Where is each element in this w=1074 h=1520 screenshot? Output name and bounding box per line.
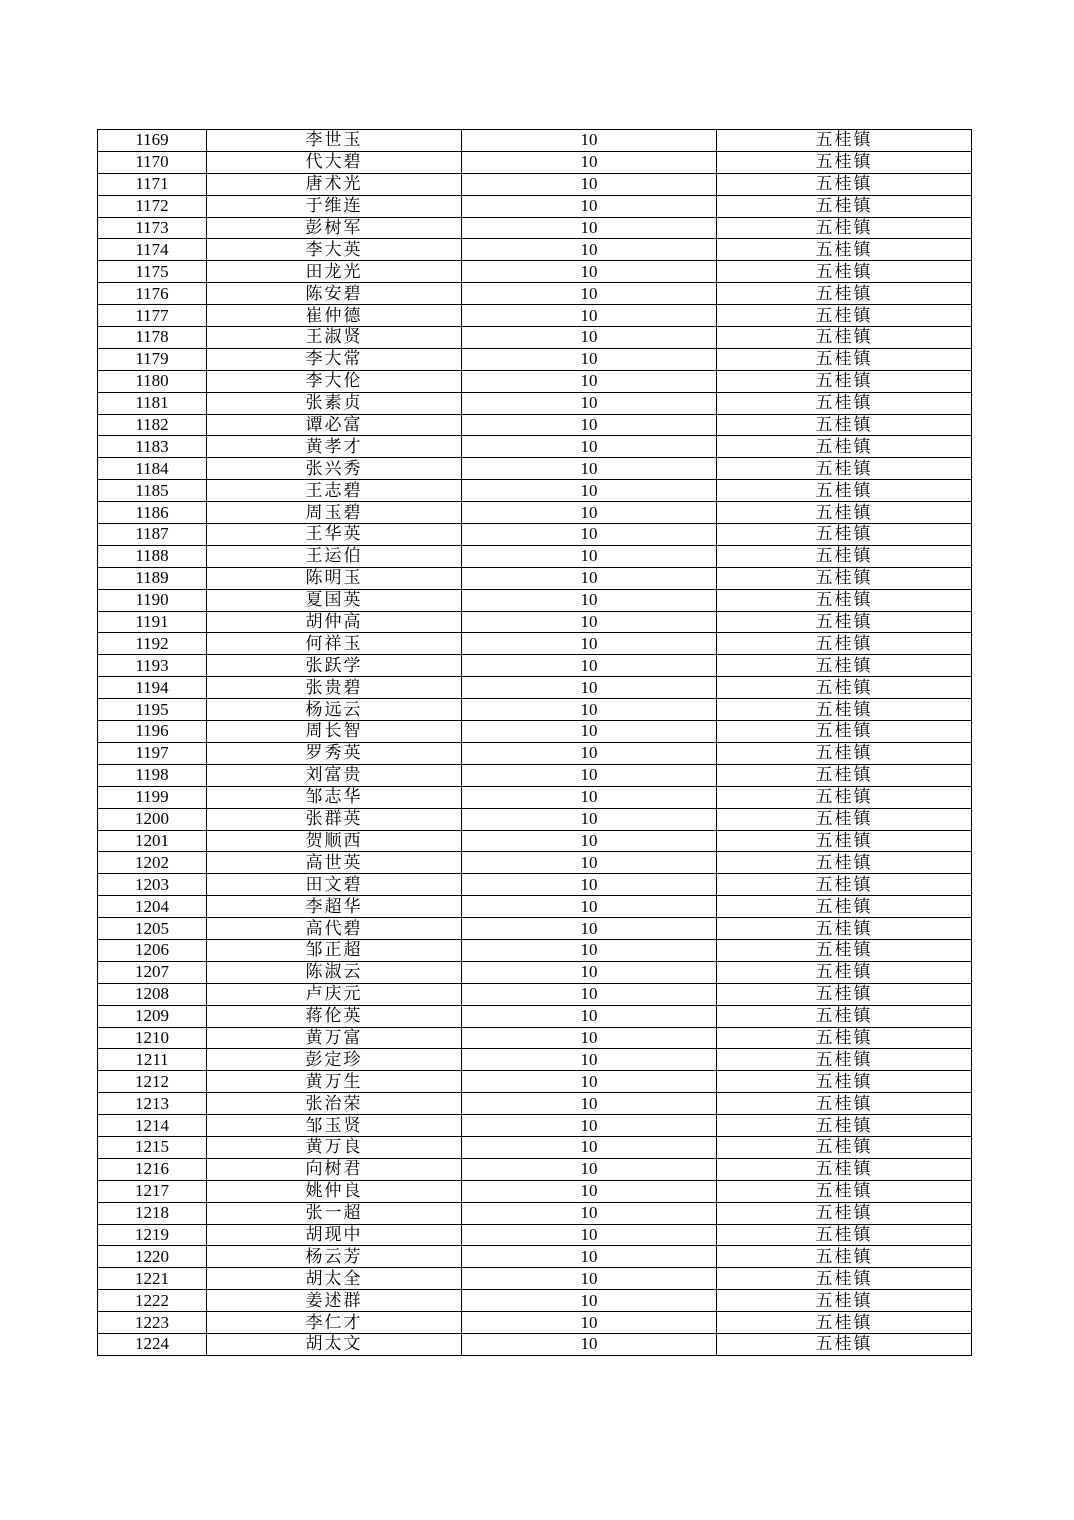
row-number-cell: 1188 [98, 545, 207, 567]
row-number-cell: 1216 [98, 1158, 207, 1180]
amount-cell: 10 [462, 1333, 717, 1355]
amount-cell: 10 [462, 1290, 717, 1312]
amount-cell: 10 [462, 1093, 717, 1115]
town-cell: 五桂镇 [717, 699, 972, 721]
row-number-cell: 1209 [98, 1005, 207, 1027]
town-cell: 五桂镇 [717, 524, 972, 546]
row-number-cell: 1194 [98, 677, 207, 699]
row-number-cell: 1183 [98, 436, 207, 458]
row-number-cell: 1186 [98, 502, 207, 524]
amount-cell: 10 [462, 1158, 717, 1180]
table-row [98, 436, 972, 458]
amount-cell: 10 [462, 1202, 717, 1224]
row-number-cell: 1193 [98, 655, 207, 677]
name-cell: 黄孝才 [207, 436, 462, 458]
town-cell: 五桂镇 [717, 830, 972, 852]
table-row [98, 239, 972, 261]
name-cell: 张跃学 [207, 655, 462, 677]
row-number-cell: 1172 [98, 195, 207, 217]
town-cell: 五桂镇 [717, 808, 972, 830]
town-cell: 五桂镇 [717, 261, 972, 283]
amount-cell: 10 [462, 1180, 717, 1202]
amount-cell: 10 [462, 896, 717, 918]
table-row [98, 1071, 972, 1093]
town-cell: 五桂镇 [717, 567, 972, 589]
amount-cell: 10 [462, 742, 717, 764]
amount-cell: 10 [462, 1312, 717, 1334]
amount-cell: 10 [462, 151, 717, 173]
name-cell: 崔仲德 [207, 305, 462, 327]
table-row [98, 786, 972, 808]
table-row [98, 130, 972, 152]
name-cell: 张素贞 [207, 392, 462, 414]
amount-cell: 10 [462, 1268, 717, 1290]
row-number-cell: 1215 [98, 1136, 207, 1158]
row-number-cell: 1201 [98, 830, 207, 852]
name-cell: 李大伦 [207, 370, 462, 392]
town-cell: 五桂镇 [717, 786, 972, 808]
table-row [98, 217, 972, 239]
town-cell: 五桂镇 [717, 896, 972, 918]
name-cell: 唐术光 [207, 173, 462, 195]
amount-cell: 10 [462, 1136, 717, 1158]
town-cell: 五桂镇 [717, 130, 972, 152]
table-row [98, 983, 972, 1005]
row-number-cell: 1213 [98, 1093, 207, 1115]
name-cell: 黄万良 [207, 1136, 462, 1158]
row-number-cell: 1169 [98, 130, 207, 152]
table-row [98, 1115, 972, 1137]
table-row [98, 414, 972, 436]
row-number-cell: 1198 [98, 764, 207, 786]
row-number-cell: 1192 [98, 633, 207, 655]
town-cell: 五桂镇 [717, 436, 972, 458]
name-cell: 于维连 [207, 195, 462, 217]
town-cell: 五桂镇 [717, 414, 972, 436]
amount-cell: 10 [462, 305, 717, 327]
town-cell: 五桂镇 [717, 1268, 972, 1290]
table-row [98, 327, 972, 349]
table-row [98, 874, 972, 896]
town-cell: 五桂镇 [717, 589, 972, 611]
amount-cell: 10 [462, 436, 717, 458]
amount-cell: 10 [462, 567, 717, 589]
amount-cell: 10 [462, 677, 717, 699]
town-cell: 五桂镇 [717, 502, 972, 524]
amount-cell: 10 [462, 524, 717, 546]
row-number-cell: 1196 [98, 721, 207, 743]
table-row [98, 173, 972, 195]
town-cell: 五桂镇 [717, 983, 972, 1005]
name-cell: 张群英 [207, 808, 462, 830]
amount-cell: 10 [462, 370, 717, 392]
table-row [98, 458, 972, 480]
town-cell: 五桂镇 [717, 1093, 972, 1115]
row-number-cell: 1207 [98, 961, 207, 983]
name-cell: 姚仲良 [207, 1180, 462, 1202]
name-cell: 李仁才 [207, 1312, 462, 1334]
name-cell: 邹志华 [207, 786, 462, 808]
town-cell: 五桂镇 [717, 1115, 972, 1137]
table-row [98, 348, 972, 370]
town-cell: 五桂镇 [717, 1202, 972, 1224]
town-cell: 五桂镇 [717, 611, 972, 633]
name-cell: 彭定珍 [207, 1049, 462, 1071]
table-row [98, 480, 972, 502]
row-number-cell: 1191 [98, 611, 207, 633]
town-cell: 五桂镇 [717, 918, 972, 940]
name-cell: 罗秀英 [207, 742, 462, 764]
amount-cell: 10 [462, 392, 717, 414]
table-row [98, 764, 972, 786]
amount-cell: 10 [462, 480, 717, 502]
name-cell: 胡现中 [207, 1224, 462, 1246]
table-row [98, 1202, 972, 1224]
table-row [98, 1180, 972, 1202]
table-row [98, 545, 972, 567]
table-row [98, 502, 972, 524]
town-cell: 五桂镇 [717, 545, 972, 567]
row-number-cell: 1205 [98, 918, 207, 940]
town-cell: 五桂镇 [717, 677, 972, 699]
name-cell: 张治荣 [207, 1093, 462, 1115]
table-row [98, 1136, 972, 1158]
name-cell: 李大英 [207, 239, 462, 261]
town-cell: 五桂镇 [717, 1180, 972, 1202]
row-number-cell: 1177 [98, 305, 207, 327]
row-number-cell: 1178 [98, 327, 207, 349]
town-cell: 五桂镇 [717, 239, 972, 261]
table-row [98, 392, 972, 414]
name-cell: 陈淑云 [207, 961, 462, 983]
name-cell: 李超华 [207, 896, 462, 918]
amount-cell: 10 [462, 1049, 717, 1071]
table-row [98, 195, 972, 217]
table-row [98, 283, 972, 305]
roster-table [97, 129, 972, 1356]
table-row [98, 721, 972, 743]
amount-cell: 10 [462, 348, 717, 370]
town-cell: 五桂镇 [717, 961, 972, 983]
name-cell: 杨远云 [207, 699, 462, 721]
row-number-cell: 1223 [98, 1312, 207, 1334]
town-cell: 五桂镇 [717, 392, 972, 414]
amount-cell: 10 [462, 1224, 717, 1246]
name-cell: 姜述群 [207, 1290, 462, 1312]
table-row [98, 918, 972, 940]
row-number-cell: 1224 [98, 1333, 207, 1355]
amount-cell: 10 [462, 808, 717, 830]
row-number-cell: 1174 [98, 239, 207, 261]
table-row [98, 961, 972, 983]
amount-cell: 10 [462, 830, 717, 852]
table-row [98, 151, 972, 173]
town-cell: 五桂镇 [717, 370, 972, 392]
row-number-cell: 1212 [98, 1071, 207, 1093]
name-cell: 周长智 [207, 721, 462, 743]
table-row [98, 852, 972, 874]
town-cell: 五桂镇 [717, 1290, 972, 1312]
row-number-cell: 1187 [98, 524, 207, 546]
row-number-cell: 1222 [98, 1290, 207, 1312]
name-cell: 李大常 [207, 348, 462, 370]
amount-cell: 10 [462, 874, 717, 896]
table-row [98, 611, 972, 633]
row-number-cell: 1190 [98, 589, 207, 611]
name-cell: 谭必富 [207, 414, 462, 436]
town-cell: 五桂镇 [717, 1071, 972, 1093]
name-cell: 代大碧 [207, 151, 462, 173]
amount-cell: 10 [462, 458, 717, 480]
amount-cell: 10 [462, 195, 717, 217]
amount-cell: 10 [462, 589, 717, 611]
name-cell: 高代碧 [207, 918, 462, 940]
row-number-cell: 1181 [98, 392, 207, 414]
table-row [98, 1312, 972, 1334]
town-cell: 五桂镇 [717, 1312, 972, 1334]
amount-cell: 10 [462, 217, 717, 239]
name-cell: 胡仲高 [207, 611, 462, 633]
amount-cell: 10 [462, 786, 717, 808]
row-number-cell: 1221 [98, 1268, 207, 1290]
row-number-cell: 1179 [98, 348, 207, 370]
name-cell: 向树君 [207, 1158, 462, 1180]
amount-cell: 10 [462, 852, 717, 874]
table-row [98, 1268, 972, 1290]
table-row [98, 589, 972, 611]
amount-cell: 10 [462, 983, 717, 1005]
roster-table-body [98, 130, 972, 1356]
name-cell: 周玉碧 [207, 502, 462, 524]
table-row [98, 677, 972, 699]
name-cell: 刘富贵 [207, 764, 462, 786]
name-cell: 蒋伦英 [207, 1005, 462, 1027]
town-cell: 五桂镇 [717, 633, 972, 655]
row-number-cell: 1210 [98, 1027, 207, 1049]
town-cell: 五桂镇 [717, 1049, 972, 1071]
table-row [98, 261, 972, 283]
table-row [98, 655, 972, 677]
town-cell: 五桂镇 [717, 305, 972, 327]
table-row [98, 808, 972, 830]
amount-cell: 10 [462, 173, 717, 195]
amount-cell: 10 [462, 327, 717, 349]
name-cell: 陈安碧 [207, 283, 462, 305]
town-cell: 五桂镇 [717, 1246, 972, 1268]
town-cell: 五桂镇 [717, 348, 972, 370]
town-cell: 五桂镇 [717, 195, 972, 217]
amount-cell: 10 [462, 1005, 717, 1027]
name-cell: 黄万富 [207, 1027, 462, 1049]
name-cell: 王运伯 [207, 545, 462, 567]
row-number-cell: 1218 [98, 1202, 207, 1224]
amount-cell: 10 [462, 764, 717, 786]
table-row [98, 1246, 972, 1268]
amount-cell: 10 [462, 655, 717, 677]
row-number-cell: 1199 [98, 786, 207, 808]
row-number-cell: 1214 [98, 1115, 207, 1137]
table-row [98, 1224, 972, 1246]
name-cell: 胡太文 [207, 1333, 462, 1355]
amount-cell: 10 [462, 414, 717, 436]
name-cell: 何祥玉 [207, 633, 462, 655]
row-number-cell: 1206 [98, 939, 207, 961]
row-number-cell: 1171 [98, 173, 207, 195]
table-row [98, 1158, 972, 1180]
town-cell: 五桂镇 [717, 217, 972, 239]
amount-cell: 10 [462, 283, 717, 305]
row-number-cell: 1175 [98, 261, 207, 283]
table-row [98, 1093, 972, 1115]
town-cell: 五桂镇 [717, 1136, 972, 1158]
name-cell: 夏国英 [207, 589, 462, 611]
table-row [98, 370, 972, 392]
row-number-cell: 1170 [98, 151, 207, 173]
row-number-cell: 1202 [98, 852, 207, 874]
town-cell: 五桂镇 [717, 151, 972, 173]
amount-cell: 10 [462, 611, 717, 633]
amount-cell: 10 [462, 239, 717, 261]
amount-cell: 10 [462, 1071, 717, 1093]
amount-cell: 10 [462, 961, 717, 983]
town-cell: 五桂镇 [717, 721, 972, 743]
name-cell: 张一超 [207, 1202, 462, 1224]
amount-cell: 10 [462, 261, 717, 283]
name-cell: 田文碧 [207, 874, 462, 896]
town-cell: 五桂镇 [717, 327, 972, 349]
amount-cell: 10 [462, 130, 717, 152]
name-cell: 王淑贤 [207, 327, 462, 349]
row-number-cell: 1217 [98, 1180, 207, 1202]
table-row [98, 1027, 972, 1049]
amount-cell: 10 [462, 939, 717, 961]
row-number-cell: 1176 [98, 283, 207, 305]
name-cell: 王志碧 [207, 480, 462, 502]
name-cell: 黄万生 [207, 1071, 462, 1093]
name-cell: 贺顺西 [207, 830, 462, 852]
town-cell: 五桂镇 [717, 1333, 972, 1355]
town-cell: 五桂镇 [717, 283, 972, 305]
name-cell: 陈明玉 [207, 567, 462, 589]
name-cell: 王华英 [207, 524, 462, 546]
town-cell: 五桂镇 [717, 1224, 972, 1246]
table-row [98, 1290, 972, 1312]
amount-cell: 10 [462, 1027, 717, 1049]
name-cell: 张贵碧 [207, 677, 462, 699]
town-cell: 五桂镇 [717, 742, 972, 764]
table-row [98, 742, 972, 764]
row-number-cell: 1219 [98, 1224, 207, 1246]
row-number-cell: 1189 [98, 567, 207, 589]
table-row [98, 939, 972, 961]
row-number-cell: 1204 [98, 896, 207, 918]
town-cell: 五桂镇 [717, 480, 972, 502]
amount-cell: 10 [462, 918, 717, 940]
name-cell: 邹正超 [207, 939, 462, 961]
table-row [98, 1049, 972, 1071]
amount-cell: 10 [462, 721, 717, 743]
row-number-cell: 1182 [98, 414, 207, 436]
row-number-cell: 1203 [98, 874, 207, 896]
table-row [98, 305, 972, 327]
name-cell: 胡太全 [207, 1268, 462, 1290]
town-cell: 五桂镇 [717, 173, 972, 195]
town-cell: 五桂镇 [717, 1027, 972, 1049]
table-row [98, 830, 972, 852]
town-cell: 五桂镇 [717, 655, 972, 677]
amount-cell: 10 [462, 545, 717, 567]
row-number-cell: 1197 [98, 742, 207, 764]
row-number-cell: 1200 [98, 808, 207, 830]
name-cell: 杨云芳 [207, 1246, 462, 1268]
row-number-cell: 1220 [98, 1246, 207, 1268]
amount-cell: 10 [462, 1115, 717, 1137]
row-number-cell: 1185 [98, 480, 207, 502]
amount-cell: 10 [462, 633, 717, 655]
name-cell: 卢庆元 [207, 983, 462, 1005]
town-cell: 五桂镇 [717, 939, 972, 961]
row-number-cell: 1211 [98, 1049, 207, 1071]
row-number-cell: 1184 [98, 458, 207, 480]
table-row [98, 524, 972, 546]
table-row [98, 633, 972, 655]
name-cell: 田龙光 [207, 261, 462, 283]
table-row [98, 1333, 972, 1355]
name-cell: 张兴秀 [207, 458, 462, 480]
amount-cell: 10 [462, 502, 717, 524]
name-cell: 彭树军 [207, 217, 462, 239]
table-row [98, 1005, 972, 1027]
town-cell: 五桂镇 [717, 852, 972, 874]
name-cell: 李世玉 [207, 130, 462, 152]
row-number-cell: 1195 [98, 699, 207, 721]
name-cell: 邹玉贤 [207, 1115, 462, 1137]
row-number-cell: 1208 [98, 983, 207, 1005]
amount-cell: 10 [462, 1246, 717, 1268]
amount-cell: 10 [462, 699, 717, 721]
table-row [98, 699, 972, 721]
row-number-cell: 1180 [98, 370, 207, 392]
town-cell: 五桂镇 [717, 458, 972, 480]
name-cell: 高世英 [207, 852, 462, 874]
row-number-cell: 1173 [98, 217, 207, 239]
town-cell: 五桂镇 [717, 764, 972, 786]
table-row [98, 896, 972, 918]
town-cell: 五桂镇 [717, 1158, 972, 1180]
town-cell: 五桂镇 [717, 1005, 972, 1027]
table-row [98, 567, 972, 589]
town-cell: 五桂镇 [717, 874, 972, 896]
